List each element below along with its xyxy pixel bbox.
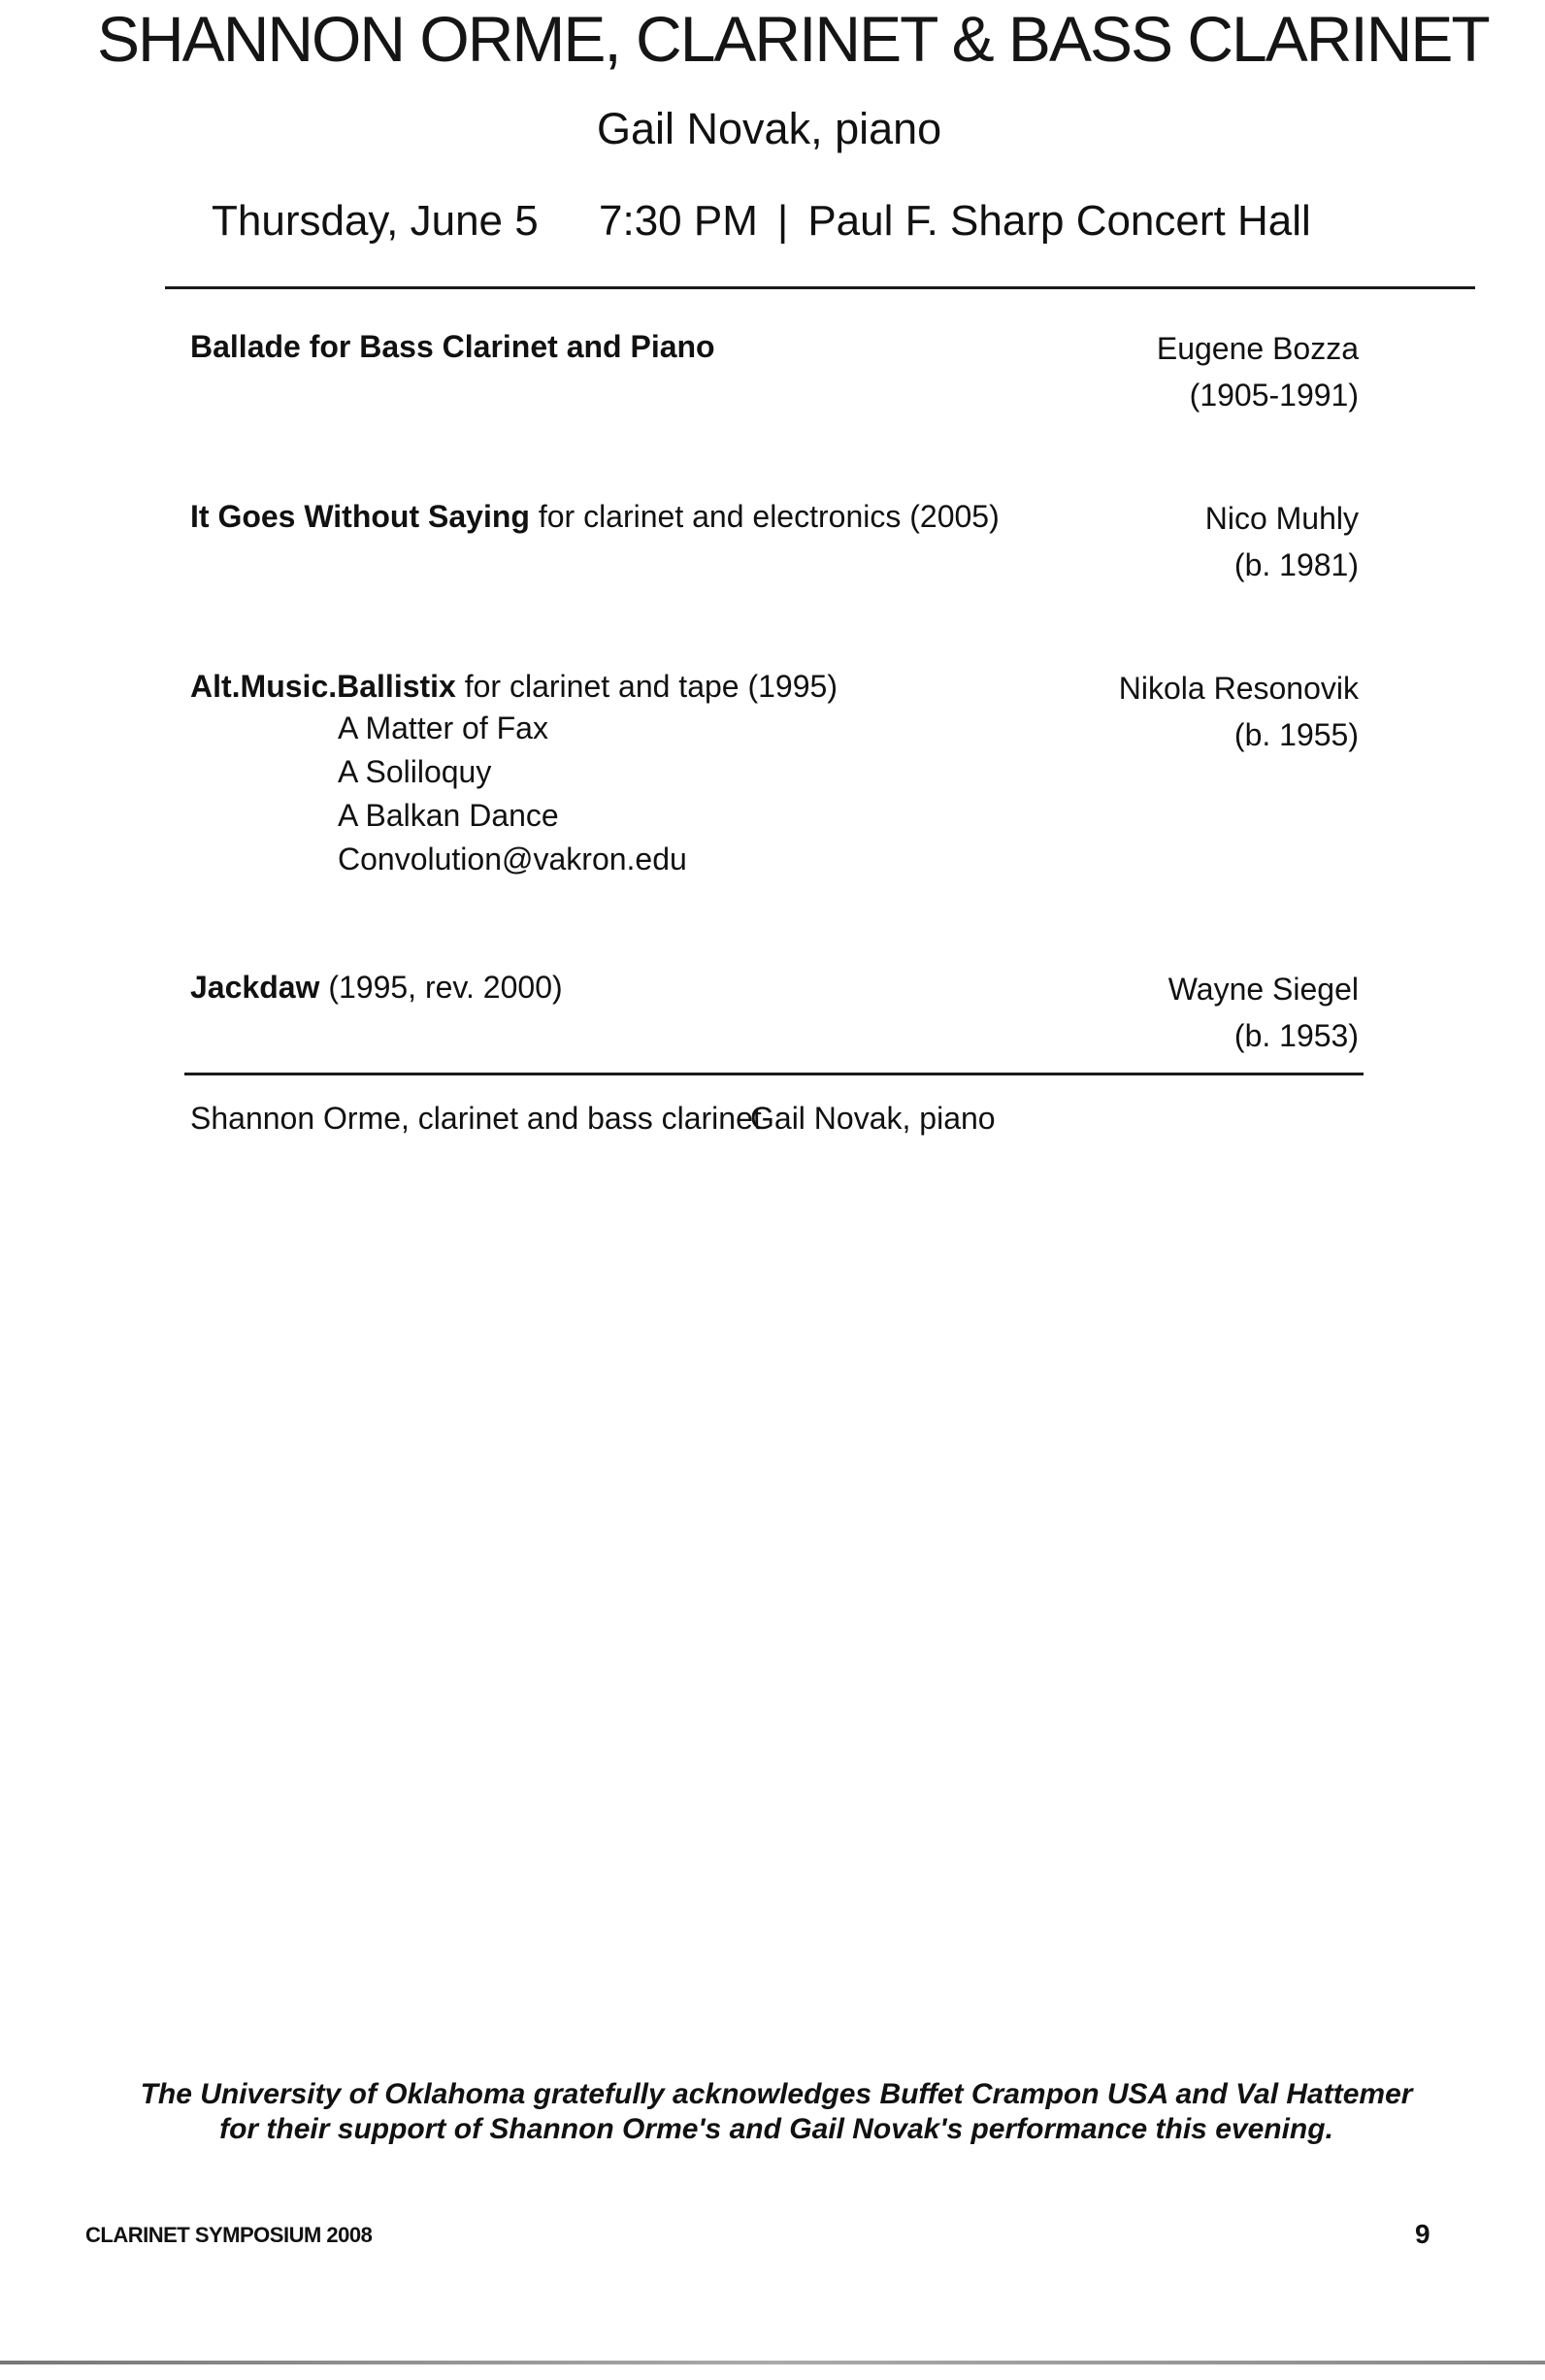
page-number: 9 [1415, 2219, 1430, 2249]
page-title: SHANNON ORME, CLARINET & BASS CLARINET [97, 3, 1489, 75]
footer-publication: CLARINET SYMPOSIUM 2008 [85, 2223, 373, 2247]
piece-detail: for clarinet and electronics (2005) [529, 499, 1000, 534]
program-item-composer [1168, 966, 1359, 1059]
bottom-divider [184, 1073, 1364, 1075]
concert-date: Thursday, June 5 [212, 197, 539, 245]
piece-title: Alt.Music.Ballistix [190, 669, 456, 704]
program-item-title [190, 325, 715, 369]
movement-item: A Soliloquy [338, 754, 492, 789]
piece-title: Jackdaw [190, 970, 320, 1005]
movement-item: A Balkan Dance [338, 798, 559, 833]
composer-dates: (b. 1955) [1233, 717, 1359, 752]
program-item-composer [1119, 665, 1359, 758]
performer-credit-piano: Gail Novak, piano [750, 1101, 996, 1136]
time-venue-line [599, 194, 1311, 248]
time-venue-separator: | [776, 197, 789, 245]
composer-name: Nico Muhly [1204, 501, 1359, 536]
composer-name: Nikola Resonovik [1118, 671, 1359, 706]
piece-title: Ballade for Bass Clarinet and Piano [190, 329, 715, 364]
piece-detail: for clarinet and tape (1995) [455, 669, 838, 704]
composer-dates: (1905-1991) [1189, 378, 1359, 413]
movement-item: A Matter of Fax [338, 711, 548, 745]
movement-item: Convolution@vakron.edu [338, 842, 687, 876]
program-item-title [190, 495, 1000, 539]
top-divider [165, 286, 1475, 289]
acknowledgment-line: for their support of Shannon Orme's and Gail Novak's performance this evening. [219, 2113, 1333, 2145]
concert-venue: Paul F. Sharp Concert Hall [807, 197, 1311, 245]
program-item-composer [1157, 325, 1359, 418]
program-item-title [190, 665, 838, 709]
composer-name: Wayne Siegel [1167, 972, 1359, 1007]
composer-dates: (b. 1981) [1233, 547, 1359, 582]
composer-name: Eugene Bozza [1156, 331, 1359, 366]
composer-dates: (b. 1953) [1233, 1018, 1359, 1053]
acknowledgment-line: The University of Oklahoma gratefully acknowledges Buffet Crampon USA and Val Hattemer [140, 2078, 1413, 2110]
piece-title: It Goes Without Saying [190, 499, 530, 534]
performer-credit-clarinet: Shannon Orme, clarinet and bass clarinet [190, 1101, 762, 1136]
piece-detail: (1995, rev. 2000) [319, 970, 563, 1005]
subtitle-accompanist: Gail Novak, piano [597, 104, 942, 153]
program-item-title [190, 966, 563, 1009]
movement-list [338, 707, 687, 881]
program-item-composer [1205, 495, 1359, 588]
acknowledgment-note [97, 2077, 1456, 2147]
concert-time: 7:30 PM [599, 197, 758, 245]
page-edge-shadow [0, 2361, 1545, 2364]
